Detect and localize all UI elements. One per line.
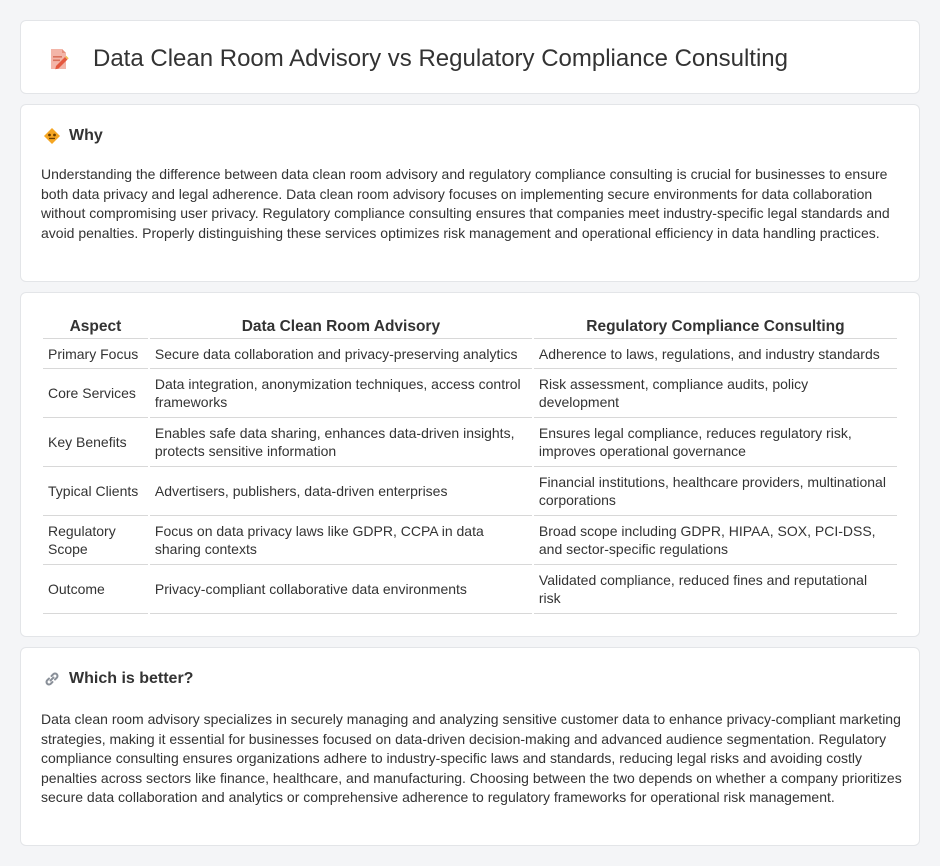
table-row <box>43 418 897 467</box>
cell-compliance: Broad scope including GDPR, HIPAA, SOX, PCI-DSS, and sector-specific regulations <box>534 516 897 565</box>
cell-compliance: Financial institutions, healthcare providers, multinational corporations <box>534 467 897 516</box>
cell-clean-room: Advertisers, publishers, data-driven enterprises <box>150 467 532 516</box>
cell-compliance: Validated compliance, reduced fines and reputational risk <box>534 565 897 614</box>
why-heading: Why <box>69 127 103 144</box>
cell-aspect: Primary Focus <box>43 339 148 369</box>
why-paragraph: Understanding the difference between data clean room advisory and regulatory compliance consulting is crucial for businesses to ensure both data privacy and legal adherence. Data clean room advisory focuses on implementing secure environments for data collaboration without compromising user privacy. Regulatory compliance consulting ensures that companies meet industry-specific legal standards and avoid penalties. Properly distinguishing these services optimizes risk management and operational efficiency in data handling practices. <box>41 166 890 241</box>
why-header <box>43 127 103 145</box>
table-row <box>43 369 897 418</box>
which-is-better-section <box>20 647 920 846</box>
cell-compliance: Adherence to laws, regulations, and industry standards <box>534 339 897 369</box>
comparison-table <box>41 317 899 614</box>
cell-aspect: Outcome <box>43 565 148 614</box>
diamond-sign-icon <box>43 127 61 145</box>
cell-clean-room: Privacy-compliant collaborative data environments <box>150 565 532 614</box>
link-icon <box>43 670 61 688</box>
header-aspect: Aspect <box>43 317 148 339</box>
better-heading: Which is better? <box>69 670 194 687</box>
cell-compliance: Ensures legal compliance, reduces regulatory risk, improves operational governance <box>534 418 897 467</box>
table-row <box>43 467 897 516</box>
cell-aspect: Core Services <box>43 369 148 418</box>
header-regulatory-compliance: Regulatory Compliance Consulting <box>534 317 897 339</box>
header-data-clean-room: Data Clean Room Advisory <box>150 317 532 339</box>
table-row <box>43 339 897 369</box>
table-header-row <box>43 317 897 339</box>
cell-compliance: Risk assessment, compliance audits, policy development <box>534 369 897 418</box>
cell-aspect: Regulatory Scope <box>43 516 148 565</box>
cell-clean-room: Data integration, anonymization techniques, access control frameworks <box>150 369 532 418</box>
comparison-section <box>20 292 920 637</box>
title-row <box>47 45 788 73</box>
page-title: Data Clean Room Advisory vs Regulatory Compliance Consulting <box>93 45 788 72</box>
cell-clean-room: Enables safe data sharing, enhances data-driven insights, protects sensitive information <box>150 418 532 467</box>
table-row <box>43 516 897 565</box>
title-card <box>20 20 920 94</box>
why-section <box>20 104 920 282</box>
cell-clean-room: Focus on data privacy laws like GDPR, CCPA in data sharing contexts <box>150 516 532 565</box>
better-paragraph: Data clean room advisory specializes in securely managing and analyzing sensitive customer data to enhance privacy-compliant marketing strategies, making it essential for businesses focused on data-driven decision-making and advanced audience segmentation. Regulatory compliance consulting ensures organizations adhere to industry-specific laws and standards, reducing legal risks and avoiding costly penalties across sectors like finance, healthcare, and manufacturing. Choosing between the two depends on whether a company prioritizes secure data collaboration and analytics or comprehensive adherence to regulatory frameworks for operational risk management. <box>41 711 902 806</box>
cell-aspect: Typical Clients <box>43 467 148 516</box>
cell-clean-room: Secure data collaboration and privacy-preserving analytics <box>150 339 532 369</box>
cell-aspect: Key Benefits <box>43 418 148 467</box>
table-row <box>43 565 897 614</box>
document-pencil-icon <box>47 47 71 71</box>
better-header <box>43 670 193 688</box>
